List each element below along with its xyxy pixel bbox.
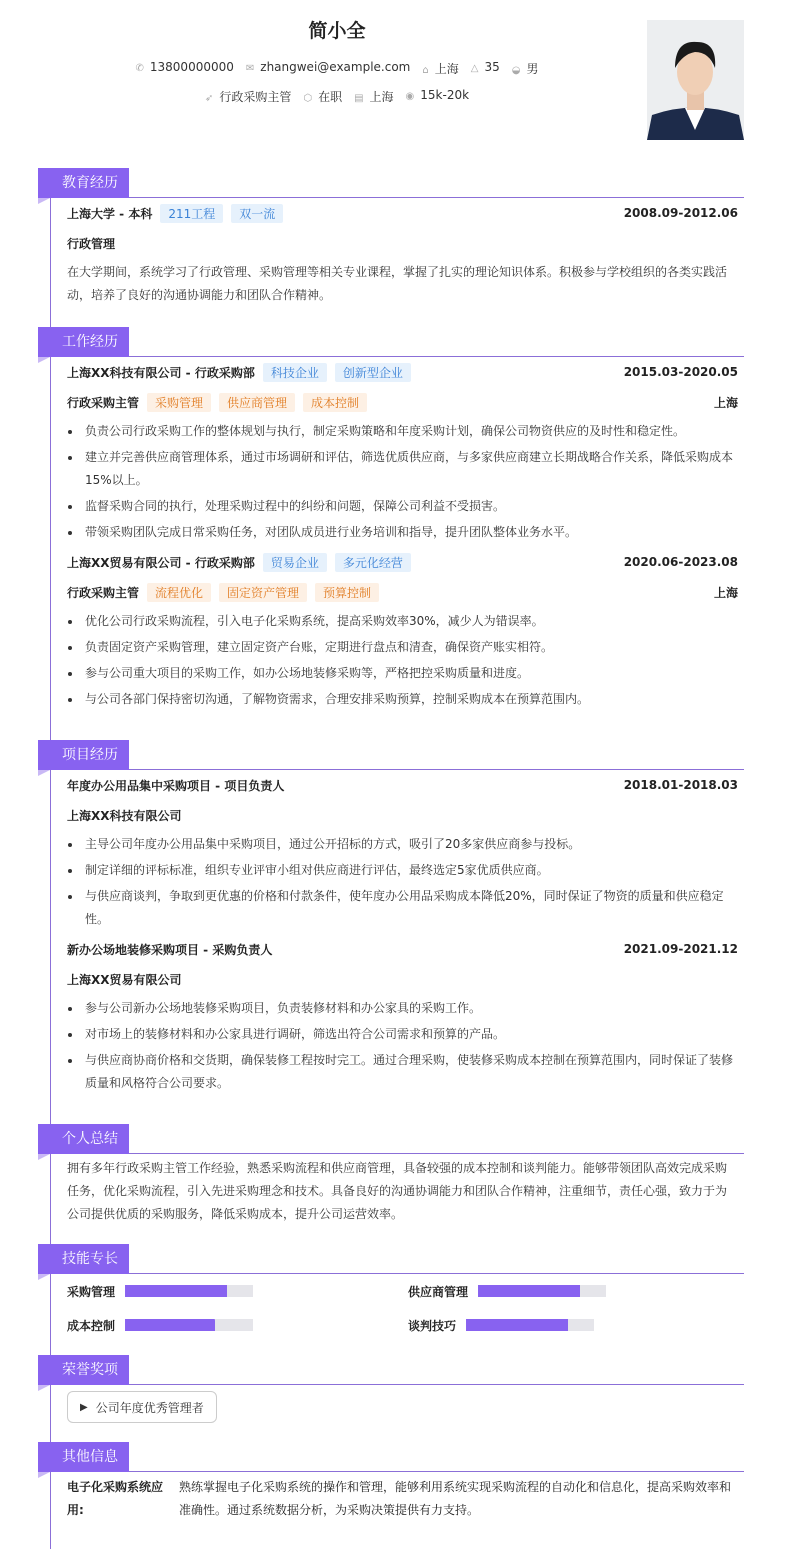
contact-info	[0, 60, 674, 77]
skill-bar	[125, 1285, 253, 1297]
status-icon: ⬡	[303, 93, 313, 104]
triangle-icon: ▶	[80, 1401, 88, 1413]
home-icon: ⌂	[422, 65, 429, 76]
list-item: 与公司各部门保持密切沟通，了解物资需求，合理安排采购预算，控制采购成本在预算范围内。	[67, 688, 738, 711]
skills-section	[38, 1244, 744, 1342]
job-title: 行政采购主管	[67, 585, 140, 600]
salary: 15k-20k	[420, 88, 470, 102]
section-title: 个人总结	[38, 1124, 129, 1154]
project-company: 上海XX科技有限公司	[67, 808, 182, 823]
tag: 科技企业	[263, 363, 327, 382]
award-label: 公司年度优秀管理者	[95, 1400, 204, 1415]
tag: 创新型企业	[335, 363, 411, 382]
skill-name: 成本控制	[67, 1318, 116, 1333]
work-city: 上海	[713, 585, 738, 600]
list-item: 参与公司重大项目的采购工作，如办公场地装修采购等，严格把控采购质量和进度。	[67, 662, 738, 685]
list-item: 制定详细的评标标准，组织专业评审小组对供应商进行评估，最终选定5家优质供应商。	[67, 859, 738, 882]
skill-tag: 流程优化	[147, 583, 211, 602]
other-section	[38, 1442, 744, 1522]
education-section	[38, 168, 744, 307]
company: 上海XX贸易有限公司 - 行政采购部	[67, 555, 255, 570]
skill-item	[67, 1274, 408, 1308]
profile-photo	[647, 20, 744, 140]
gender: 男	[526, 62, 539, 76]
skill-item	[408, 1274, 738, 1308]
skill-bar-fill	[125, 1319, 215, 1331]
section-title: 项目经历	[38, 740, 129, 770]
list-item: 负责固定资产采购管理，建立固定资产台账，定期进行盘点和清查，确保资产账实相符。	[67, 636, 738, 659]
tag: 211工程	[160, 204, 223, 223]
list-item: 主导公司年度办公用品集中采购项目，通过公开招标的方式，吸引了20多家供应商参与投标。	[67, 833, 738, 856]
mail-icon: ✉	[245, 63, 255, 74]
awards-section	[38, 1355, 744, 1423]
section-title: 荣誉奖项	[38, 1355, 129, 1385]
work-header	[67, 357, 738, 387]
tag: 贸易企业	[263, 553, 327, 572]
skill-name: 谈判技巧	[408, 1318, 457, 1333]
skill-tag: 固定资产管理	[219, 583, 307, 602]
major: 行政管理	[67, 236, 116, 251]
phone: 13800000000	[149, 60, 234, 74]
work-city: 上海	[713, 395, 738, 410]
project-header	[67, 934, 738, 964]
section-title: 技能专长	[38, 1244, 129, 1274]
list-item: 优化公司行政采购流程，引入电子化采购系统，提高采购效率30%，减少人为错误率。	[67, 610, 738, 633]
work-header	[67, 547, 738, 577]
skill-name: 供应商管理	[408, 1284, 469, 1299]
skill-tag: 供应商管理	[219, 393, 295, 412]
company: 上海XX科技有限公司 - 行政采购部	[67, 365, 255, 380]
city: 上海	[369, 90, 394, 104]
list-item: 建立并完善供应商管理体系，通过市场调研和评估，筛选优质供应商，与多家供应商建立长期战略合作关系，降低采购成本15%以上。	[67, 446, 738, 492]
work-section	[38, 327, 744, 714]
location: 上海	[434, 62, 459, 76]
skill-tag: 预算控制	[315, 583, 379, 602]
date: 2015.03-2020.05	[623, 365, 738, 379]
project-header	[67, 770, 738, 800]
list-item: 参与公司新办公场地装修采购项目，负责装修材料和办公家具的采购工作。	[67, 997, 738, 1020]
candidate-name: 简小全	[308, 20, 366, 42]
award-item	[67, 1391, 217, 1423]
building-icon: ▤	[354, 93, 364, 104]
tag: 多元化经营	[335, 553, 411, 572]
bullet-list	[67, 607, 738, 711]
other-key: 电子化采购系统应用:	[67, 1480, 164, 1517]
education-desc: 在大学期间，系统学习了行政管理、采购管理等相关专业课程，掌握了扎实的理论知识体系。积极参与学校组织的各类实践活动，培养了良好的沟通协调能力和团队合作精神。	[67, 265, 728, 302]
job-title: 行政采购主管	[67, 395, 140, 410]
role-row	[67, 577, 738, 607]
job-intent	[0, 88, 674, 105]
list-item: 与供应商谈判，争取到更优惠的价格和付款条件，使年度办公用品采购成本降低20%，同时保证了物资的质量和供应稳定性。	[67, 885, 738, 931]
project-company: 上海XX贸易有限公司	[67, 972, 182, 987]
skill-bar-fill	[466, 1319, 568, 1331]
project-name: 年度办公用品集中采购项目 - 项目负责人	[67, 778, 285, 793]
email: zhangwei@example.com	[260, 60, 411, 74]
skill-item	[67, 1308, 408, 1342]
skill-bar-fill	[125, 1285, 227, 1297]
bullet-list	[67, 830, 738, 931]
age: 35	[484, 60, 500, 74]
date: 2020.06-2023.08	[623, 555, 738, 569]
skill-tag: 采购管理	[147, 393, 211, 412]
status: 在职	[318, 90, 343, 104]
education-header	[67, 198, 738, 228]
skill-bar	[125, 1319, 253, 1331]
skill-name: 采购管理	[67, 1284, 116, 1299]
list-item: 负责公司行政采购工作的整体规划与执行，制定采购策略和年度采购计划，确保公司物资供应的及时性和稳定性。	[67, 420, 738, 443]
list-item: 对市场上的装修材料和办公家具进行调研，筛选出符合公司需求和预算的产品。	[67, 1023, 738, 1046]
phone-icon: ✆	[135, 63, 144, 74]
projects-section	[38, 740, 744, 1098]
bullet-list	[67, 994, 738, 1095]
salary-icon: ◉	[405, 91, 415, 102]
date: 2008.09-2012.06	[623, 206, 738, 220]
summary-section	[38, 1124, 744, 1226]
bullet-list	[67, 417, 738, 544]
age-icon: △	[470, 63, 479, 74]
list-item: 与供应商协商价格和交货期，确保装修工程按时完工。通过合理采购，使装修采购成本控制在预算范围内，同时保证了装修质量和风格符合公司要求。	[67, 1049, 738, 1095]
date: 2018.01-2018.03	[623, 778, 738, 792]
skill-bar-fill	[478, 1285, 580, 1297]
school: 上海大学 - 本科	[67, 206, 153, 221]
other-value: 熟练掌握电子化采购系统的操作和管理，能够利用系统实现采购流程的自动化和信息化，提高采购效率和准确性。通过系统数据分析，为采购决策提供有力支持。	[179, 1480, 732, 1517]
skill-bar	[478, 1285, 606, 1297]
tag: 双一流	[231, 204, 283, 223]
section-title: 工作经历	[38, 327, 129, 357]
skill-tag: 成本控制	[303, 393, 367, 412]
list-item: 带领采购团队完成日常采购任务，对团队成员进行业务培训和指导，提升团队整体业务水平。	[67, 521, 738, 544]
role-row	[67, 387, 738, 417]
section-title: 教育经历	[38, 168, 129, 198]
date: 2021.09-2021.12	[623, 942, 738, 956]
send-icon: ➶	[204, 93, 214, 104]
gender-icon: ◒	[511, 65, 521, 76]
list-item: 监督采购合同的执行，处理采购过程中的纠纷和问题，保障公司利益不受损害。	[67, 495, 738, 518]
skill-item	[408, 1308, 738, 1342]
summary-text: 拥有多年行政采购主管工作经验，熟悉采购流程和供应商管理，具备较强的成本控制和谈判能力。能够带领团队高效完成采购任务，优化采购流程，引入先进采购理念和技术。具备良好的沟通协调能力和团队合作精神，注重细节，责任心强，致力于为公司提供优质的采购服务，降低采购成本，提升公司运营效率。	[67, 1161, 728, 1221]
skill-bar	[466, 1319, 594, 1331]
project-name: 新办公场地装修采购项目 - 采购负责人	[67, 942, 273, 957]
position: 行政采购主管	[219, 90, 292, 104]
section-title: 其他信息	[38, 1442, 129, 1472]
